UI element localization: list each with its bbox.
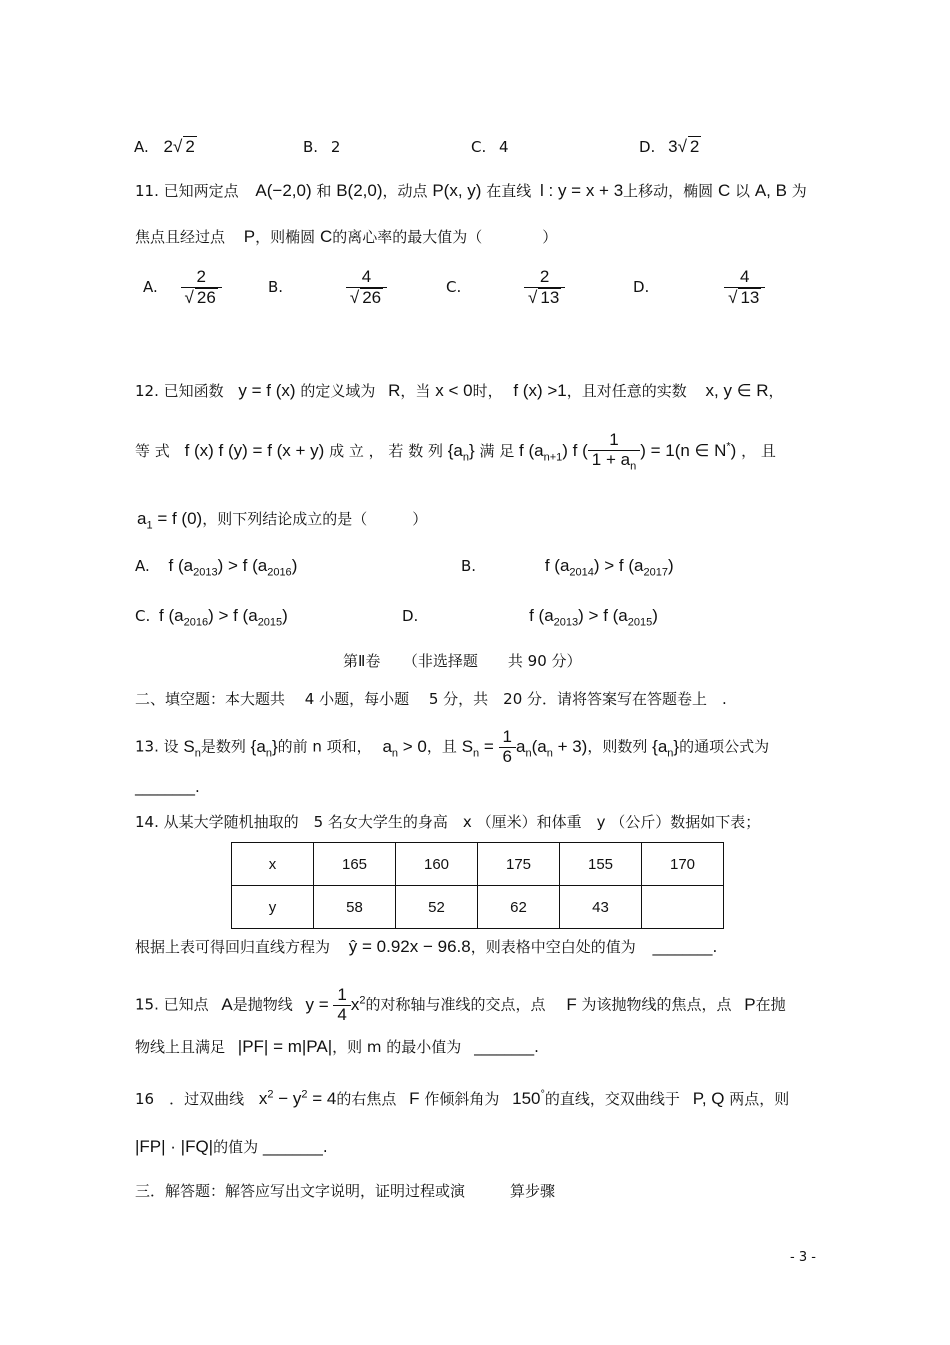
table-cell: 165 bbox=[314, 843, 396, 886]
q13-answer-blank: ________. bbox=[135, 778, 200, 796]
q16-line-1: 16 ．过双曲线 $x^2 - y^2 = 4$的右焦点 F 作倾斜角为 150°的直线，交双曲线于 P, Q 两点，则 bbox=[135, 1088, 790, 1108]
q10-option-a: A. 2√ 2 bbox=[134, 137, 195, 156]
table-cell: 170 bbox=[642, 843, 724, 886]
q14-regression-line: 根据上表可得回归直线方程为 ŷ = 0.92x − 96.8，则表格中空白处的值为 ________. bbox=[135, 937, 718, 956]
q14-intro: 14. 从某大学随机抽取的 5 名女大学生的身高 x （厘米）和体重 y （公斤）数据如下表； bbox=[135, 813, 761, 831]
q10-option-c: C. 4 bbox=[471, 138, 509, 156]
table-cell bbox=[642, 886, 724, 929]
page-number: - 3 - bbox=[790, 1250, 816, 1265]
section-2-title: 第Ⅱ卷 （非选择题 共 90 分） bbox=[343, 652, 582, 670]
q10-option-b: B. 2 bbox=[303, 138, 341, 156]
fill-in-heading: 二、填空题：本大题共 4 小题，每小题 5 分，共 20 分．请将答案写在答题卷上 . bbox=[135, 690, 727, 708]
q11-option-b: B. $\frac{4}{√ 26}$ bbox=[268, 268, 387, 307]
table-row bbox=[232, 843, 724, 886]
q12-line-1: 12. 已知函数 y = f (x) 的定义域为 R，当 x < 0时， f (x) >1，且对任意的实数 x, y ∈ R， bbox=[135, 381, 784, 400]
q12-option-d: D. f $(a_{2013}) > f$ $(a_{2015})$ bbox=[402, 606, 658, 629]
table-row bbox=[232, 886, 724, 929]
q12-option-b: B. f $(a_{2014}) > f$ $(a_{2017})$ bbox=[461, 556, 674, 579]
table-cell: 62 bbox=[478, 886, 560, 929]
q14-data-table bbox=[231, 842, 724, 929]
table-cell: 58 bbox=[314, 886, 396, 929]
q11-line-1: 11. 已知两定点 A(−2,0) 和 B(2,0)，动点 P(x, y) 在直线 l : y = x + 3上移动，椭圆 C 以 A, B 为 bbox=[135, 181, 807, 200]
section-3-heading: 三．解答题：解答应写出文字说明，证明过程或演 算步骤 bbox=[135, 1182, 556, 1200]
table-cell: 43 bbox=[560, 886, 642, 929]
q12-option-a: A. f $(a_{2013}) > f$ $(a_{2016})$ bbox=[135, 556, 298, 579]
table-cell: 52 bbox=[396, 886, 478, 929]
q11-option-c: C. $\frac{2}{√ 13}$ bbox=[446, 268, 565, 307]
q11-line-2: 焦点且经过点 P，则椭圆 C的离心率的最大值为（ ） bbox=[135, 227, 558, 246]
q11-option-d: D. $\frac{4}{√ 13}$ bbox=[633, 268, 765, 307]
q15-line-1: 15. 已知点 A是抛物线 y = $\frac{1}{4}$ $x^2$的对称轴与准线的交点，点 F 为该抛物线的焦点，点 P在抛 bbox=[135, 985, 786, 1024]
q12-line-3: $a_1 = f$ (0)，则下列结论成立的是（ ） bbox=[137, 509, 428, 532]
q12-line-2: 等 式 f (x) f (y) = f (x + y) 成 立 ， 若 数 列 $\{a_n\}$ 满 足 f $(a_{n+1})$ f ( $\frac{1}{1 + a_n}$ ) = 1(n ∈ N*) ， 且 bbox=[135, 430, 776, 473]
table-cell: x bbox=[232, 843, 314, 886]
table-cell: y bbox=[232, 886, 314, 929]
q12-option-c: C. f $(a_{2016}) > f$ $(a_{2015})$ bbox=[135, 606, 288, 629]
q10-option-d: D. 3√ 2 bbox=[639, 137, 700, 156]
q16-line-2: |FP| · |FQ|的值为 ________. bbox=[135, 1137, 328, 1156]
table-cell: 160 bbox=[396, 843, 478, 886]
table-cell: 175 bbox=[478, 843, 560, 886]
q13-line-1: 13. 设 $S_n$是数列 $\{a_n\}$的前 n 项和， $a_n > 0$，且 $S_n$ = $\frac{1}{6}$ $a_n(a_n + 3)$，则数列 $\{a_n\}$的通项公式为 bbox=[135, 727, 770, 766]
q15-line-2: 物线上且满足 |PF| = m|PA|，则 m 的最小值为 ________. bbox=[135, 1037, 539, 1056]
table-cell: 155 bbox=[560, 843, 642, 886]
q11-option-a: A. $\frac{2}{√ 26}$ bbox=[143, 268, 222, 307]
